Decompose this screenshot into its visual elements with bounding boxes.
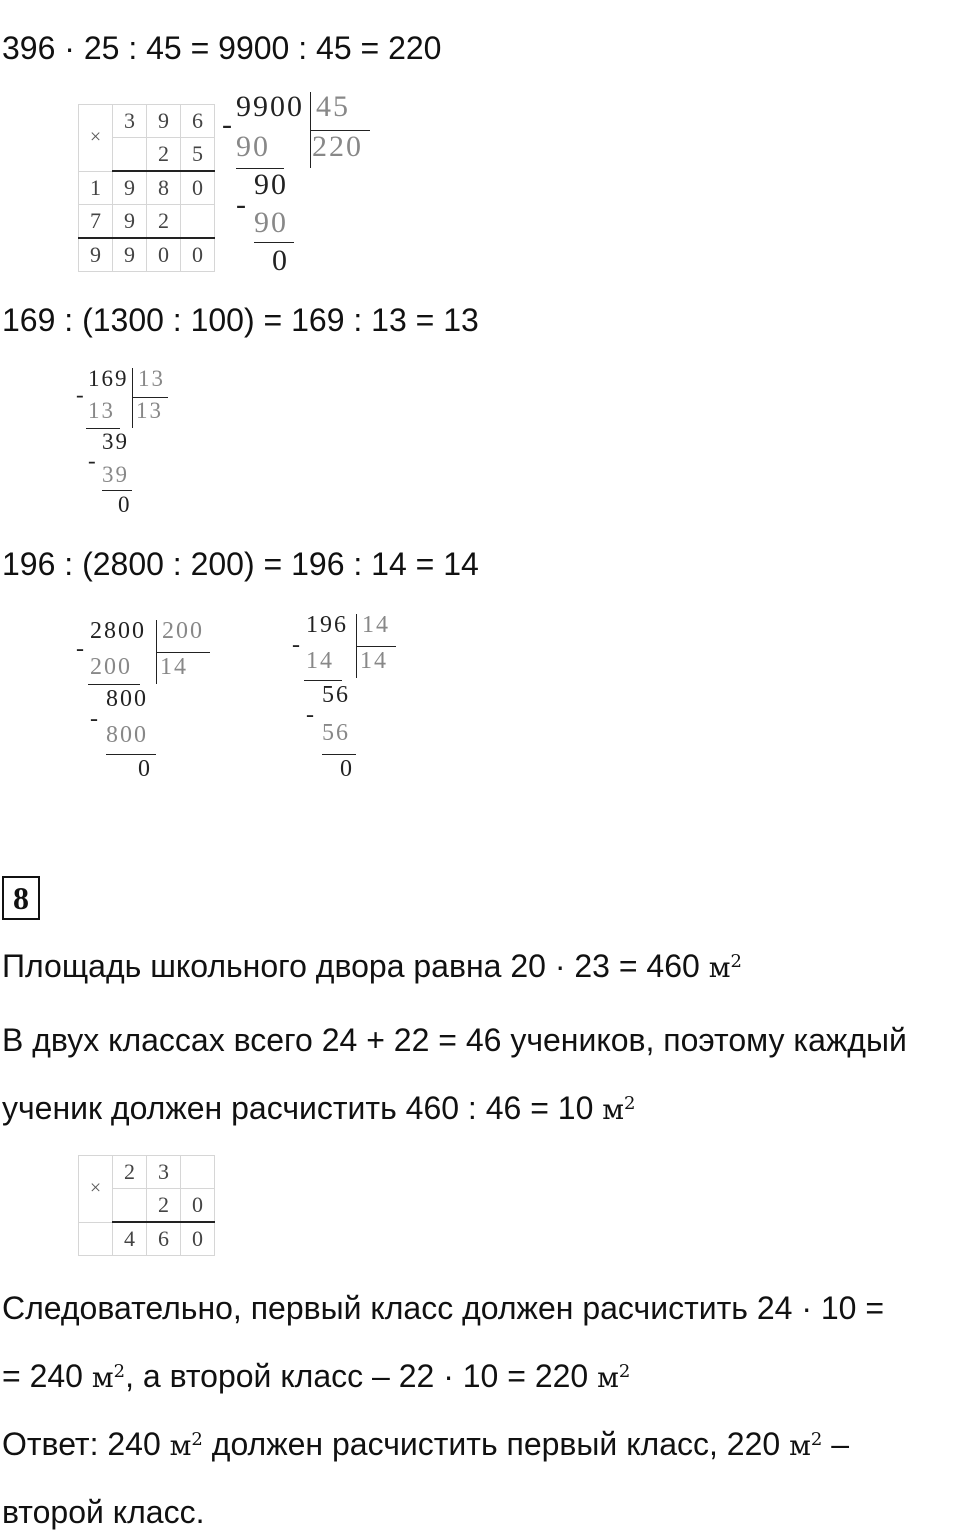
text: = 240 bbox=[2, 1358, 92, 1394]
grid-cell: 0 bbox=[181, 238, 215, 272]
grid-cell: 2 bbox=[147, 138, 181, 172]
text: Ответ: 240 bbox=[2, 1426, 170, 1462]
grid-cell bbox=[113, 1189, 147, 1223]
minus-sign: - bbox=[292, 632, 302, 658]
minus-sign: - bbox=[88, 448, 98, 473]
task8-answer-line bbox=[2, 1424, 849, 1466]
task-number-badge: 8 bbox=[2, 876, 40, 920]
divisor: 13 bbox=[138, 366, 165, 391]
grid-cell bbox=[181, 1156, 215, 1189]
grid-cell: 9 bbox=[113, 238, 147, 272]
task8-line-4: Следовательно, первый класс должен расчистить 24 · 10 = bbox=[2, 1290, 885, 1326]
grid-cell: 4 bbox=[113, 1222, 147, 1256]
equation-3: 196 : (2800 : 200) = 196 : 14 = 14 bbox=[2, 546, 479, 582]
remainder-1: 90 bbox=[254, 168, 288, 201]
task8-line-2: В двух классах всего 24 + 22 = 46 учеников, поэтому каждый bbox=[2, 1022, 907, 1058]
remainder-2: 0 bbox=[118, 492, 132, 517]
unit-square-meter: $м^2$ bbox=[597, 1361, 631, 1394]
task8-line-5 bbox=[2, 1356, 630, 1398]
minus-sign: - bbox=[222, 108, 234, 141]
grid-cell: 6 bbox=[181, 105, 215, 138]
grid-cell: 9 bbox=[113, 205, 147, 239]
grid-cell: 0 bbox=[181, 1222, 215, 1256]
remainder-2: 0 bbox=[138, 756, 152, 782]
task8-answer-line-2: второй класс. bbox=[2, 1494, 205, 1530]
grid-cell: 9 bbox=[147, 105, 181, 138]
unit-square-meter: $м^2$ bbox=[789, 1429, 823, 1462]
grid-cell: 2 bbox=[113, 1156, 147, 1189]
multiplication-grid-1 bbox=[78, 104, 215, 272]
task8-line-1 bbox=[2, 946, 742, 988]
dividend: 2800 bbox=[90, 618, 146, 644]
divisor: 45 bbox=[316, 90, 350, 123]
times-sign: × bbox=[79, 105, 113, 172]
subtrahend-1: 14 bbox=[306, 648, 334, 674]
equation-1: 396 · 25 : 45 = 9900 : 45 = 220 bbox=[2, 30, 442, 66]
subtrahend-1: 200 bbox=[90, 654, 132, 680]
minus-sign: - bbox=[236, 188, 248, 221]
grid-cell: 9 bbox=[79, 238, 113, 272]
dividend: 9900 bbox=[236, 90, 304, 123]
grid-cell: 9 bbox=[113, 171, 147, 205]
grid-cell: 5 bbox=[181, 138, 215, 172]
grid-cell: 6 bbox=[147, 1222, 181, 1256]
remainder-2: 0 bbox=[340, 756, 354, 782]
grid-cell: 2 bbox=[147, 205, 181, 239]
times-sign: × bbox=[79, 1156, 113, 1223]
quotient: 220 bbox=[312, 130, 363, 163]
text: – bbox=[822, 1426, 849, 1462]
unit-square-meter: $м^2$ bbox=[602, 1093, 636, 1126]
unit-square-meter: $м^2$ bbox=[169, 1429, 203, 1462]
text: Площадь школьного двора равна 20 · 23 = 460 bbox=[2, 948, 709, 984]
subtrahend-1: 90 bbox=[236, 130, 270, 163]
remainder-1: 39 bbox=[102, 429, 129, 454]
subtrahend-2: 56 bbox=[322, 720, 350, 746]
equation-2: 169 : (1300 : 100) = 169 : 13 = 13 bbox=[2, 302, 479, 338]
grid-cell: 0 bbox=[147, 238, 181, 272]
grid-cell: 0 bbox=[181, 1189, 215, 1223]
grid-cell: 0 bbox=[181, 171, 215, 205]
subtrahend-1: 13 bbox=[88, 398, 115, 423]
grid-cell: 1 bbox=[79, 171, 113, 205]
task8-line-3 bbox=[2, 1088, 635, 1130]
quotient: 14 bbox=[360, 648, 388, 674]
grid-cell: 3 bbox=[113, 105, 147, 138]
quotient: 14 bbox=[160, 654, 188, 680]
dividend: 196 bbox=[306, 612, 348, 638]
grid-cell bbox=[181, 205, 215, 239]
text: , а второй класс – 22 · 10 = 220 bbox=[125, 1358, 598, 1394]
grid-cell bbox=[113, 138, 147, 172]
unit-square-meter: $м^2$ bbox=[708, 951, 742, 984]
remainder-1: 800 bbox=[106, 686, 148, 712]
remainder-1: 56 bbox=[322, 682, 350, 708]
minus-sign: - bbox=[76, 636, 86, 662]
subtrahend-2: 90 bbox=[254, 206, 288, 239]
grid-cell: 8 bbox=[147, 171, 181, 205]
minus-sign: - bbox=[90, 706, 100, 732]
unit-square-meter: $м^2$ bbox=[91, 1361, 126, 1394]
grid-cell: 3 bbox=[147, 1156, 181, 1189]
dividend: 169 bbox=[88, 366, 129, 391]
divisor: 14 bbox=[362, 612, 390, 638]
quotient: 13 bbox=[136, 398, 163, 423]
grid-cell bbox=[79, 1222, 113, 1256]
subtrahend-2: 800 bbox=[106, 722, 148, 748]
grid-cell: 7 bbox=[79, 205, 113, 239]
text: должен расчистить первый класс, 220 bbox=[202, 1426, 790, 1462]
grid-cell: 2 bbox=[147, 1189, 181, 1223]
multiplication-grid-2 bbox=[78, 1155, 215, 1256]
subtrahend-2: 39 bbox=[102, 462, 129, 487]
minus-sign: - bbox=[306, 702, 316, 728]
remainder-2: 0 bbox=[272, 244, 289, 277]
divisor: 200 bbox=[162, 618, 204, 644]
text: ученик должен расчистить 460 : 46 = 10 bbox=[2, 1090, 603, 1126]
minus-sign: - bbox=[76, 382, 86, 407]
